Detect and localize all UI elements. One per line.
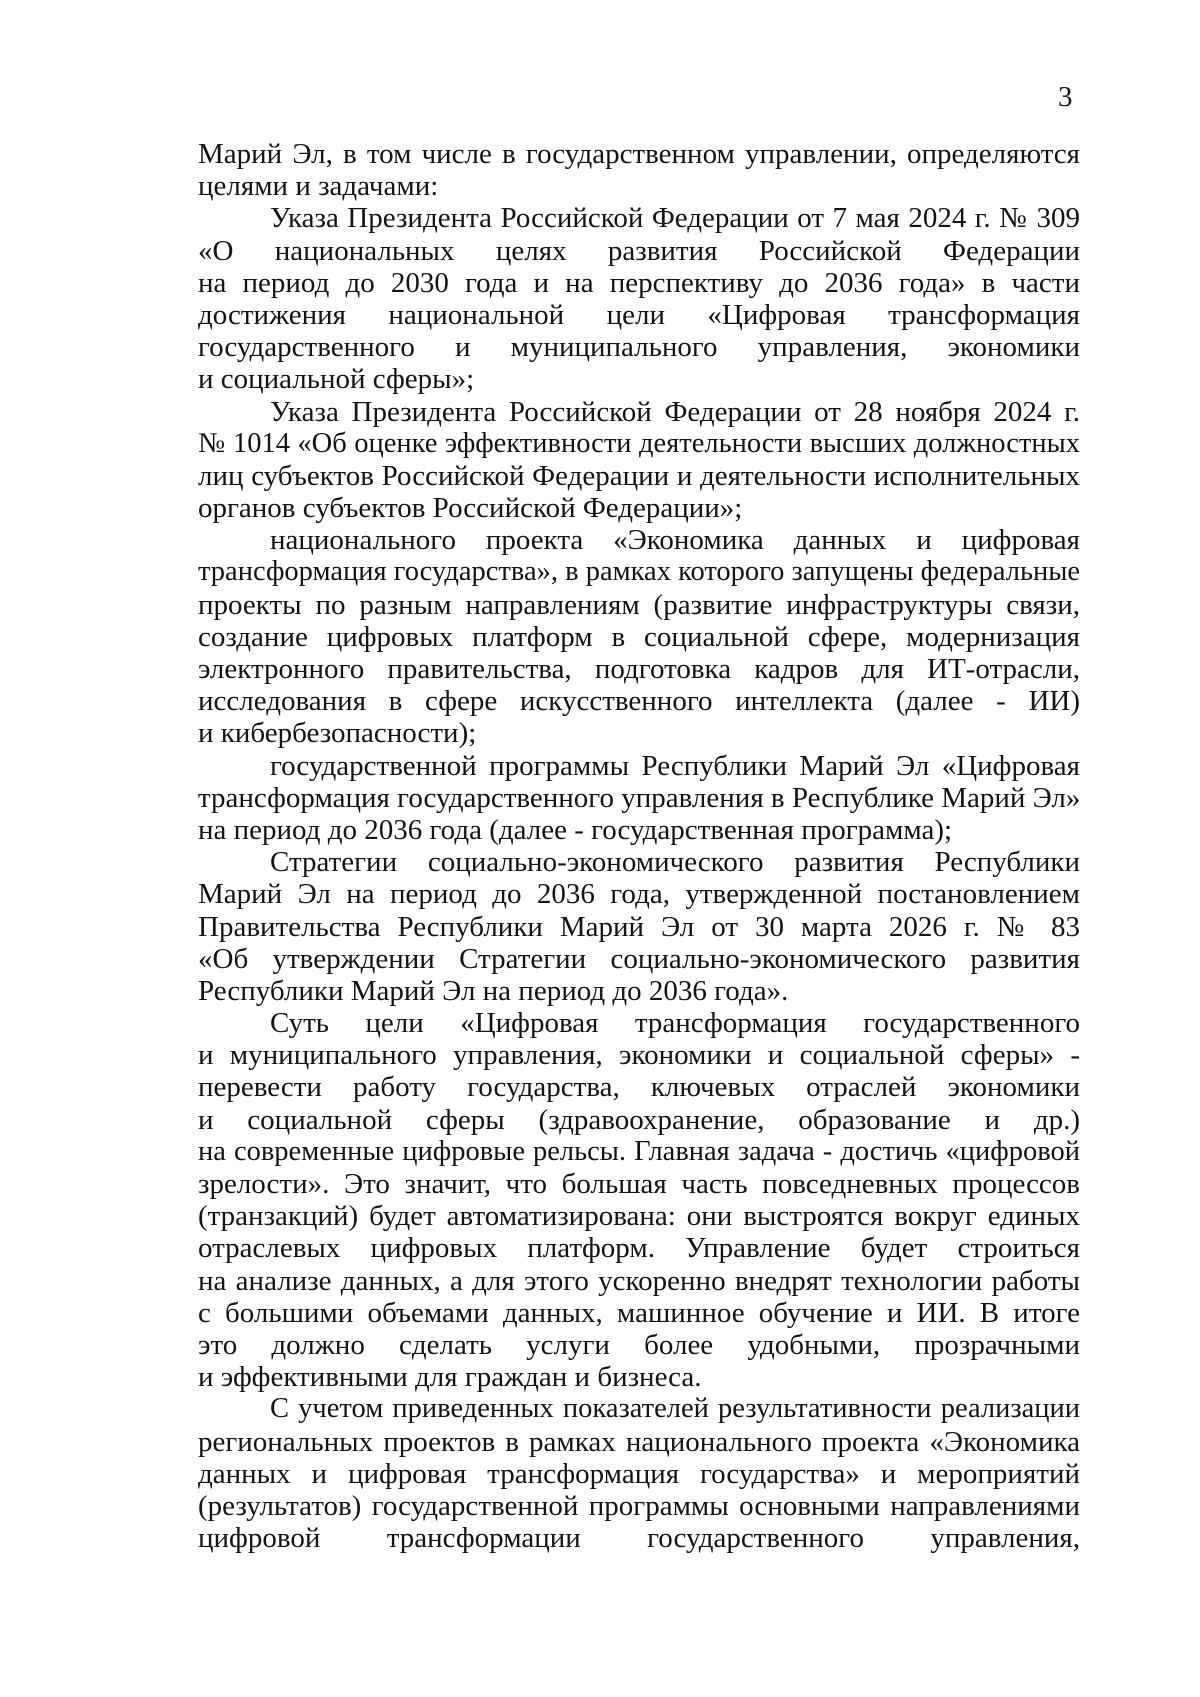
text-line: достижения национальной цели «Цифровая трансформация (198, 298, 1080, 331)
text-line: Указа Президента Российской Федерации от 7 мая 2024 г. № 309 (270, 202, 1080, 235)
text-line: Республики Марий Эл на период до 2036 года». (198, 974, 789, 1007)
text-line: на период до 2030 года и на перспективу до 2036 года» в части (198, 266, 1080, 299)
text-line: «Об утверждении Стратегии социально-экономического развития (198, 942, 1080, 975)
text-line: и социальной сферы (здравоохранение, образование и др.) (198, 1103, 1080, 1136)
text-line: исследования в сфере искусственного интеллекта (далее - ИИ) (198, 685, 1080, 718)
text-line: зрелости». Это значит, что большая часть повседневных процессов (198, 1168, 1080, 1200)
text-line: Указа Президента Российской Федерации от 28 ноября 2024 г. (270, 395, 1080, 428)
text-line: цифровой трансформации государственного управления, (198, 1522, 1080, 1555)
text-line: № 1014 «Об оценке эффективности деятельности высших должностных (198, 427, 1080, 459)
text-line: проекты по разным направлениям (развитие инфраструктуры связи, (198, 588, 1080, 621)
text-line: с большими объемами данных, машинное обучение и ИИ. В итоге (198, 1296, 1080, 1329)
text-line: на современные цифровые рельсы. Главная задача - достичь «цифровой (198, 1135, 1080, 1167)
text-line: и социальной сферы»; (198, 363, 475, 396)
text-line: (транзакций) будет автоматизирована: они выстроятся вокруг единых (198, 1200, 1080, 1233)
text-line: Суть цели «Цифровая трансформация государственного (270, 1007, 1080, 1040)
text-line: и муниципального управления, экономики и социальной сферы» - (198, 1039, 1080, 1072)
text-line: на период до 2036 года (далее - государственная программа); (198, 813, 953, 846)
text-line: создание цифровых платформ в социальной сфере, модернизация (198, 620, 1080, 653)
text-line: государственного и муниципального управления, экономики (198, 331, 1080, 364)
text-line: электронного правительства, подготовка кадров для ИТ-отрасли, (198, 653, 1080, 685)
text-line: это должно сделать услуги более удобными, прозрачными (198, 1328, 1080, 1361)
text-line: Марий Эл на период до 2036 года, утвержденной постановлением (198, 878, 1080, 911)
text-line: отраслевых цифровых платформ. Управление будет строиться (198, 1232, 1080, 1265)
text-line: целями и задачами: (198, 170, 439, 203)
text-line: и кибербезопасности); (198, 717, 477, 750)
text-line: лиц субъектов Российской Федерации и деятельности исполнительных (198, 459, 1080, 492)
text-line: Стратегии социально-экономического развития Республики (270, 846, 1080, 879)
text-line: и эффективными для граждан и бизнеса. (198, 1361, 702, 1394)
page-number: 3 (1058, 81, 1073, 113)
text-line: С учетом приведенных показателей результативности реализации (270, 1393, 1080, 1425)
text-line: региональных проектов в рамках национального проекта «Экономика (198, 1425, 1080, 1458)
text-line: трансформация государства», в рамках которого запущены федеральные (198, 556, 1080, 588)
text-line: трансформация государственного управления в Республике Марий Эл» (198, 781, 1081, 814)
text-line: органов субъектов Российской Федерации»; (198, 492, 743, 525)
text-line: данных и цифровая трансформация государства» и мероприятий (198, 1457, 1080, 1490)
text-line: перевести работу государства, ключевых отраслей экономики (198, 1071, 1080, 1104)
text-line: на анализе данных, а для этого ускоренно внедрят технологии работы (198, 1264, 1080, 1297)
text-line: государственной программы Республики Марий Эл «Цифровая (270, 749, 1080, 782)
text-line: (результатов) государственной программы основными направлениями (198, 1489, 1080, 1522)
text-line: национального проекта «Экономика данных и цифровая (270, 524, 1080, 557)
document-body (198, 138, 1080, 1554)
text-line: Правительства Республики Марий Эл от 30 марта 2026 г. № 83 (198, 910, 1080, 943)
text-line: «О национальных целях развития Российской Федерации (198, 234, 1080, 267)
text-line: Марий Эл, в том числе в государственном управлении, определяются (198, 138, 1080, 170)
